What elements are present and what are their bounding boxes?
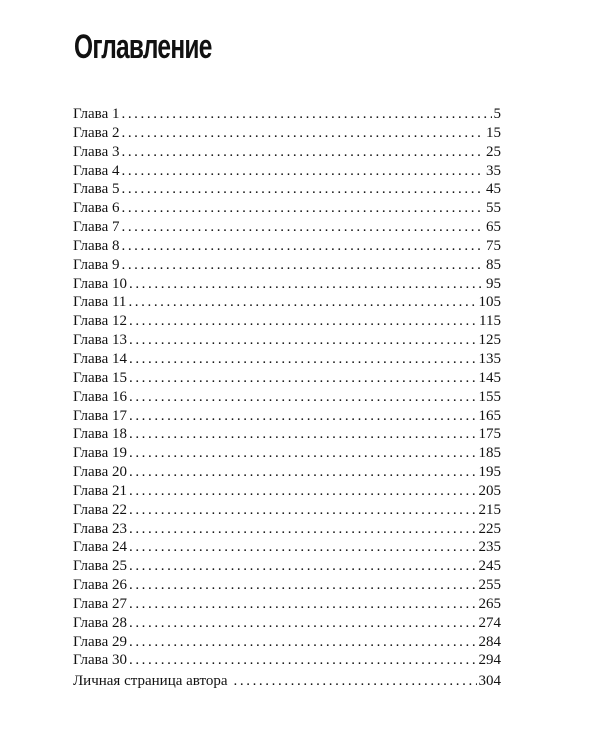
toc-dot-leader [129,407,477,426]
toc-dot-leader [129,425,477,444]
toc-entry-label: Глава 21 [73,482,127,499]
toc-entry-label: Глава 17 [73,407,127,424]
toc-dot-leader [121,199,484,218]
toc-dot-leader [129,614,477,633]
toc-entry-page-number: 155 [478,388,501,405]
page-title: Оглавление [74,28,212,66]
toc-dot-leader [129,538,477,557]
toc-entry-page-number: 165 [478,407,501,424]
toc-entry-page-number: 235 [478,539,501,556]
toc-entry[interactable] [73,482,501,501]
toc-entry[interactable] [73,463,501,482]
toc-dot-leader [129,520,477,539]
toc-entry-page-number: 25 [486,143,501,160]
toc-entry-page-number: 294 [478,652,501,669]
toc-entry-page-number: 105 [478,294,501,311]
toc-dot-leader [129,576,477,595]
toc-entry-page-number: 185 [478,445,501,462]
toc-entry[interactable] [73,256,501,275]
toc-entry[interactable] [73,672,501,691]
toc-entry-label: Глава 14 [73,350,127,367]
toc-entry[interactable] [73,312,501,331]
toc-entry-label: Глава 3 [73,143,120,160]
toc-entry[interactable] [73,388,501,407]
toc-dot-leader [129,444,477,463]
toc-entry[interactable] [73,350,501,369]
toc-entry[interactable] [73,576,501,595]
toc-entry-page-number: 5 [493,106,501,122]
toc-entry-label: Глава 7 [73,219,120,236]
toc-entry[interactable] [73,237,501,256]
toc-entry[interactable] [73,633,501,652]
toc-entry-page-number: 95 [486,275,501,292]
toc-dot-leader [121,162,484,181]
toc-entry[interactable] [73,369,501,388]
toc-entry-label: Глава 13 [73,332,127,349]
toc-entry-page-number: 205 [478,482,501,499]
toc-entry-label: Глава 20 [73,464,127,481]
toc-entry[interactable] [73,199,501,218]
toc-dot-leader [129,463,477,482]
toc-dot-leader [129,275,484,294]
toc-entry-label: Глава 26 [73,577,127,594]
toc-dot-leader [129,482,477,501]
toc-entry-page-number: 125 [478,332,501,349]
toc-dot-leader [121,143,484,162]
toc-dot-leader [129,595,477,614]
toc-entry-page-number: 115 [479,313,501,330]
toc-entry-page-number: 145 [478,369,501,386]
toc-entry-page-number: 304 [478,673,501,690]
toc-dot-leader [121,124,484,143]
toc-entry[interactable] [73,162,501,181]
toc-entry-page-number: 215 [478,501,501,518]
toc-entry[interactable] [73,180,501,199]
toc-entry-label: Глава 5 [73,181,120,198]
toc-entry-page-number: 55 [486,200,501,217]
toc-dot-leader [129,633,477,652]
toc-entry-label: Глава 10 [73,275,127,292]
toc-entry-label: Глава 11 [73,294,127,311]
toc-entry-label: Глава 12 [73,313,127,330]
toc-entry-page-number: 15 [486,124,501,141]
toc-entry[interactable] [73,275,501,294]
toc-entry-label: Глава 16 [73,388,127,405]
toc-entry[interactable] [73,520,501,539]
toc-entry-label: Глава 8 [73,237,120,254]
toc-entry-page-number: 284 [478,633,501,650]
toc-entry[interactable] [73,425,501,444]
toc-entry[interactable] [73,651,501,670]
toc-entry-label: Глава 27 [73,595,127,612]
toc-entry-label: Глава 22 [73,501,127,518]
toc-entry[interactable] [73,218,501,237]
toc-entry-label: Глава 6 [73,200,120,217]
table-of-contents [73,105,501,691]
toc-entry[interactable] [73,557,501,576]
toc-entry-label: Глава 2 [73,124,120,141]
toc-entry-page-number: 175 [478,426,501,443]
toc-dot-leader [234,672,477,691]
toc-entry[interactable] [73,124,501,143]
toc-entry-label: Глава 1 [73,106,120,122]
toc-entry[interactable] [73,143,501,162]
toc-entry-label: Глава 24 [73,539,127,556]
toc-entry-page-number: 35 [486,162,501,179]
toc-entry-page-number: 225 [478,520,501,537]
toc-dot-leader [129,388,477,407]
toc-entry[interactable] [73,105,501,124]
toc-entry-label: Глава 4 [73,162,120,179]
toc-entry[interactable] [73,444,501,463]
toc-entry-page-number: 255 [478,577,501,594]
toc-dot-leader [121,218,484,237]
toc-dot-leader [121,180,484,199]
toc-entry-label: Глава 25 [73,558,127,575]
toc-entry-label: Глава 18 [73,426,127,443]
toc-entry-page-number: 265 [478,595,501,612]
toc-entry[interactable] [73,331,501,350]
toc-entry-page-number: 135 [478,350,501,367]
toc-entry-page-number: 274 [478,614,501,631]
toc-dot-leader [121,256,484,275]
toc-dot-leader [129,331,477,350]
toc-dot-leader [121,105,491,124]
toc-dot-leader [128,293,476,312]
toc-entry-page-number: 75 [486,237,501,254]
toc-entry[interactable] [73,407,501,426]
toc-entry-page-number: 65 [486,219,501,236]
toc-entry[interactable] [73,538,501,557]
toc-entry-label: Глава 29 [73,633,127,650]
toc-entry-label: Глава 19 [73,445,127,462]
toc-entry[interactable] [73,614,501,633]
toc-entry[interactable] [73,501,501,520]
toc-entry-label: Личная страница автора [73,673,228,690]
toc-entry-page-number: 195 [478,464,501,481]
toc-entry-page-number: 45 [486,181,501,198]
toc-dot-leader [129,312,477,331]
toc-entry-label: Глава 15 [73,369,127,386]
toc-entry[interactable] [73,293,501,312]
toc-entry[interactable] [73,595,501,614]
toc-entry-label: Глава 28 [73,614,127,631]
toc-entry-label: Глава 9 [73,256,120,273]
toc-entry-label: Глава 23 [73,520,127,537]
toc-entry-page-number: 85 [486,256,501,273]
toc-dot-leader [121,237,484,256]
toc-dot-leader [129,501,477,520]
toc-dot-leader [129,369,477,388]
toc-dot-leader [129,557,477,576]
toc-entry-page-number: 245 [478,558,501,575]
toc-entry-label: Глава 30 [73,652,127,669]
toc-dot-leader [129,651,477,670]
toc-dot-leader [129,350,477,369]
